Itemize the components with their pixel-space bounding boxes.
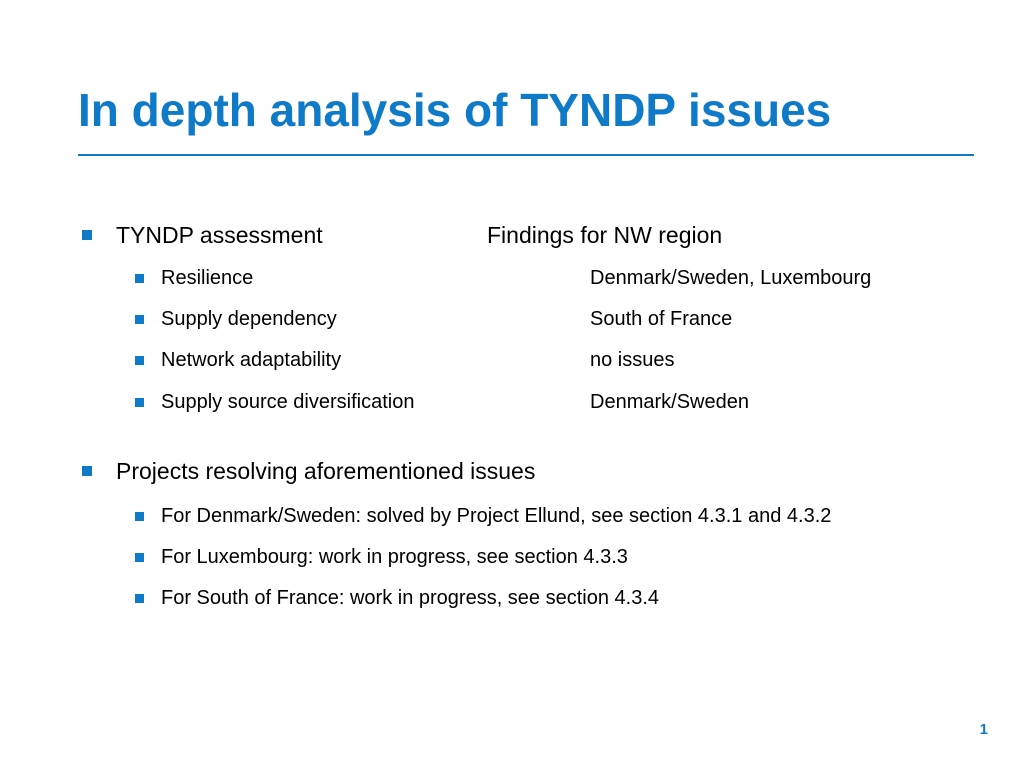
square-bullet-icon <box>135 398 144 407</box>
item-finding: no issues <box>590 349 675 371</box>
slide-title: In depth analysis of TYNDP issues <box>78 84 832 136</box>
section-label: Projects resolving aforementioned issues <box>116 458 536 484</box>
item-finding: Denmark/Sweden <box>590 391 749 413</box>
square-bullet-icon <box>135 594 144 603</box>
square-bullet-icon <box>82 230 92 240</box>
square-bullet-icon <box>135 315 144 324</box>
item-finding: Denmark/Sweden, Luxembourg <box>590 267 872 289</box>
item-label: For Luxembourg: work in progress, see section 4.3.3 <box>161 546 628 568</box>
square-bullet-icon <box>82 466 92 476</box>
item-label: For South of France: work in progress, see section 4.3.4 <box>161 587 660 609</box>
item-label: Network adaptability <box>161 349 342 371</box>
findings-column-header: Findings for NW region <box>487 222 723 248</box>
title-divider <box>78 154 974 156</box>
item-label: For Denmark/Sweden: solved by Project Ellund, see section 4.3.1 and 4.3.2 <box>161 505 832 527</box>
square-bullet-icon <box>135 356 144 365</box>
square-bullet-icon <box>135 512 144 521</box>
square-bullet-icon <box>135 274 144 283</box>
page-number: 1 <box>979 721 988 738</box>
item-finding: South of France <box>590 308 733 330</box>
item-label: Supply dependency <box>161 308 337 330</box>
section-label: TYNDP assessment <box>116 222 323 248</box>
square-bullet-icon <box>135 553 144 562</box>
item-label: Resilience <box>161 267 254 289</box>
item-label: Supply source diversification <box>161 391 415 413</box>
